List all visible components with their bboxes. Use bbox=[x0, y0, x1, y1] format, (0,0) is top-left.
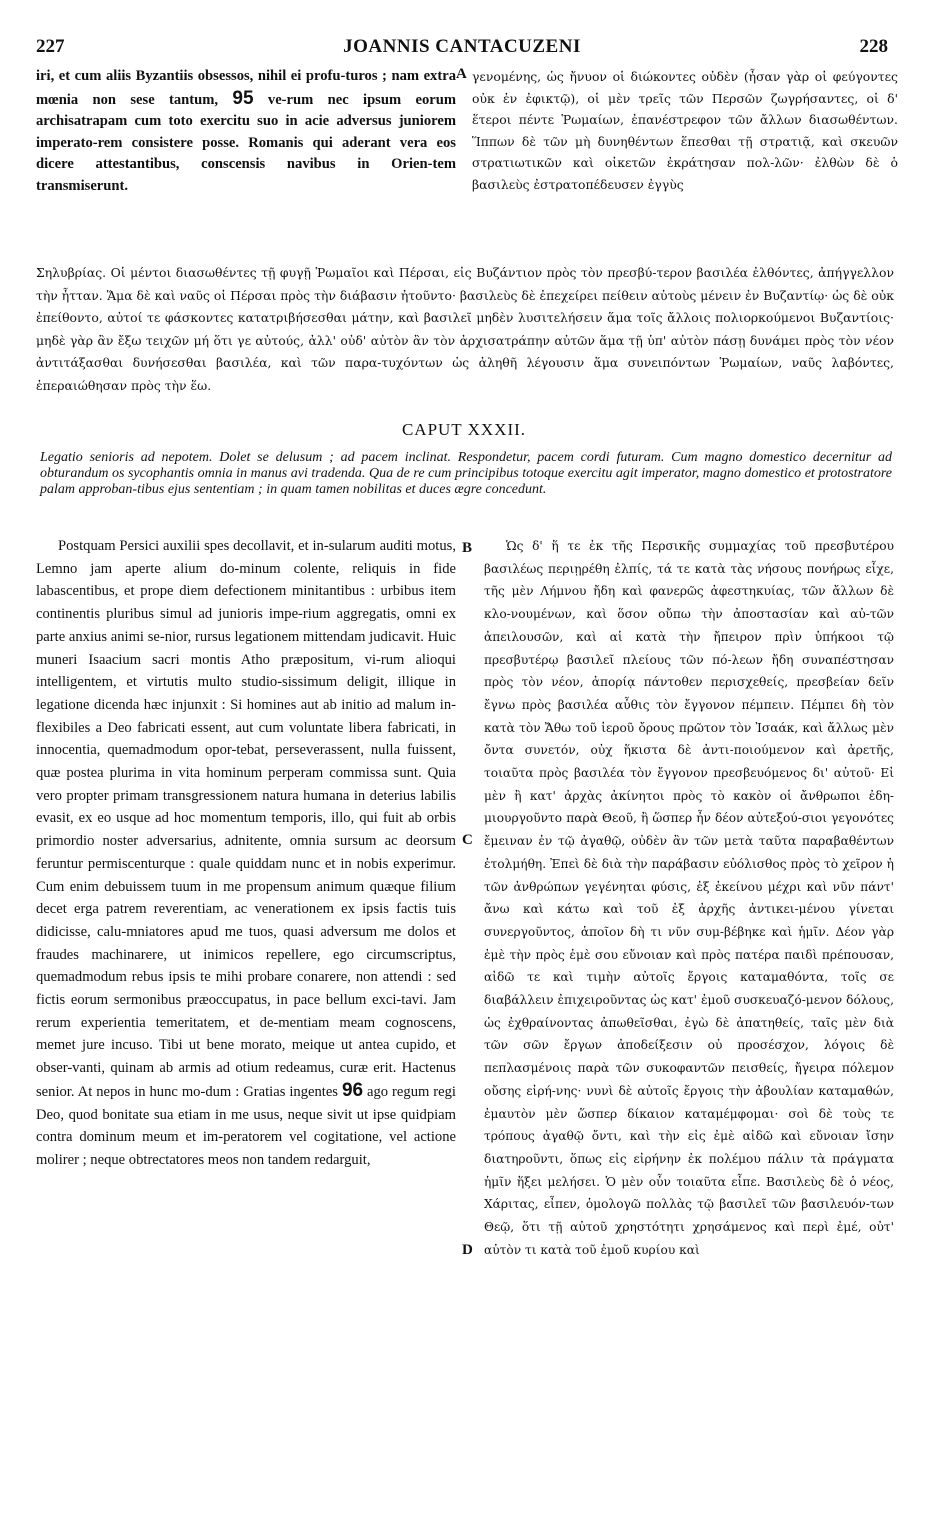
latin-top-text-a: iri, et cum aliis Byzantiis obsessos, nihil ei profu-turos ; nam extra mœnia non sese tantum, bbox=[36, 68, 456, 108]
greek-column bbox=[484, 535, 894, 1262]
latin-paragraph bbox=[36, 535, 456, 1172]
greek-top-paragraph: γενομένης, ὡς ἤνυον οἱ διώκοντες οὐδὲν (ἦσαν γὰρ οἱ φεύγοντες οὐκ ἐν ἐφικτῷ), οἱ μὲν τρεῖς τῶν Περσῶν ζωγρήσαντες, οἱ δ' ἕτεροι πέντε Ῥωμαίων, ἐπανέστρεφον τῶν ἄλλων διασωθέντων. Ἵππων δὲ τῶν μὴ δυνηθέντων ἕπεσθαι τῇ στρατιᾷ, καὶ σκευῶν στρατιωτικῶν καὶ οἰκετῶν ἐκράτησαν πολ-λῶν· ἐλθὼν δὲ ὁ βασιλεὺς ἐστρατοπέδευσεν ἐγγὺς bbox=[472, 69, 898, 192]
marker-d: D bbox=[462, 1242, 473, 1258]
marker-b: B bbox=[462, 540, 473, 556]
right-page-number: 228 bbox=[859, 36, 888, 57]
greek-full-width-paragraph: Σηλυβρίας. Οἱ μέντοι διασωθέντες τῇ φυγῇ Ῥωμαῖοι καὶ Πέρσαι, εἰς Βυζάντιον πρὸς τὸν πρεσβύ-τερον βασιλέα ἐλθόντες, ἀπήγγελλον τὴν ἧτταν. Ἅμα δὲ καὶ ναῦς οἱ Πέρσαι πρὸς τὴν διάβασιν ἠτοῦντο· βασιλεὺς δὲ ἐπεχείρει πείθειν αὐτοὺς μένειν ἐν Βυζαντίῳ· ὡς δὲ οὐκ ἐπείθοντο, αὐτοί τε φάσκοντες κατατριβήσεσθαι μάτην, καὶ βασιλεῖ μηδὲν λυσιτελήσειν ἅμα τοῖς ἄλλοις πολιορκούμενοι Βυζαντίοις· μηδὲ γὰρ ἂν ἔξω τειχῶν μή ὅτι γε αὐτούς, ἀλλ' οὐδ' αὐτὸν ἂν τὸν ἀρχισατράπην αὐτῶν ἅμα τῇ ὑπ' αὐτὸν πάσῃ δυνάμει πρὸς τὸν νέον ἀντιτάξασθαι δυνήσεσθαι βασιλέα, καὶ τῶν παρα-τυχόντων ὡς ἀληθῆ λέγουσιν ἅμα συνειπόντων Ῥωμαίων, ναῦς λαβόντες, ἐπεραιώθησαν πρὸς τὴν ἕω. bbox=[36, 265, 894, 393]
margin-number-95: 95 bbox=[232, 87, 254, 109]
running-header bbox=[36, 36, 888, 62]
latin-text-part2: ago regum regi Deo, quod bonitate sua etiam in me usus, neque sivit ut ipse quidpiam contra dominum meum et im-peratorem vel cogitatione, vel actione molirer ; neque obtrectatores meos non tandem redarguit, bbox=[36, 1083, 456, 1168]
latin-top-text-b: ve-rum nec ipsum eorum archisatrapam cum toto exercitu suo in acie adversus juniorem imperato-rem consistere posse. Romanis qui aderant vera eos dicere attestantibus, conscensis navibus in Orien-tem transmiserunt. bbox=[36, 91, 456, 194]
header-title: JOANNIS CANTACUZENI bbox=[343, 36, 581, 57]
chapter-heading: CAPUT XXXII. bbox=[401, 420, 527, 439]
chapter-summary: Legatio senioris ad nepotem. Dolet se delusum ; ad pacem inclinat. Respondetur, pacem cordi futuram. Cum magno domestico decernitur ad obturandum os sycophantis omnia in manus avi tradenda. Qua de re cum principibus totoque exercitu agit imperator, magno domestico et protostratore palam approban-tibus ejus sententiam ; in quam tamen nobilitas et duces ægre concedunt. bbox=[40, 450, 892, 497]
latin-top-paragraph bbox=[36, 66, 456, 198]
marker-a: A bbox=[456, 66, 467, 82]
marker-c: C bbox=[462, 832, 473, 848]
margin-number-96: 96 bbox=[341, 1079, 364, 1101]
latin-text-part1: Postquam Persici auxilii spes decollavit, et in-sularum auditi motus, Lemno jam aperte alium do-minum colente, reliquis in fide labascentibus, et prope diem defectionem minitantibus : urbibus item continentis pluribus simul ad junioris impe-rium aggregatis, omni ex parte anxius animi se-nior, rursus legationem mittendam judicavit. Huic muneri Isaacium sacri montis Atho præpositum, vi-rum alioqui intelligentem, et virtutis multo studio-sissimum deligit, illique in legatione dicenda hæc injunxit : Si homines aut ab initio ad malum in-flexibiles a Deo fabricati essent, aut cum voluntate libera fabricati, in innocentia, quemadmodum opor-tebat, perseverassent, nulla fuissent, quæ postea plurima in vita hominum perperam commissa sunt. Quia vero propter primam transgressionem natura humana in deterius labilis evasit, ex eo usque ad hoc momentum temporis, illo, qui fuit ab orbis primordio noster adversarius, adnitente, omnia sursum ac deorsum feruntur permiscenturque : quale quiddam nunc et in nobis experimur. Cum enim debuissem tuum in me propensum animum quæque filium decet erga patrem reverentiam, ac venerationem ex ipsis factis tuis didicisse, calu-mniatores apud me tuos, quasi adversum me dolos et fraudes machinarere, ut inimicos repellere, ego circumscriptus, quemadmodum rebus ipsis te mihi probare conarere, non attendi : sed fictis eorum sermonibus præoccupatus, in pace bellum exci-tavi. Jam rerum experientia temeritatem, et de-mentiam meam cognoscens, memet jure incuso. Tibi ut bene morato, meique ut antea cupido, et obser-vanti, quinam ab armis ad otium redeamus, curæ erit. Hactenus senior. At nepos in hunc mo-dum : Gratias ingentes bbox=[36, 538, 456, 1100]
latin-column bbox=[36, 535, 456, 1172]
greek-paragraph: Ὡς δ' ἥ τε ἐκ τῆς Περσικῆς συμμαχίας τοῦ πρεσβυτέρου βασιλέως περιῃρέθη ἐλπίς, τά τε κατὰ τὰς νήσους πονήρως εἶχε, τῆς μὲν Λήμνου ἤδη καὶ φανερῶς ἀφεστηκυίας, τῶν ἄλλων δὲ κλο-νουμένων, καὶ ὅσον οὔπω τὴν ἀποστασίαν καὶ αὐ-τῶν ἀπειλουσῶν, καὶ αἱ κατὰ τὴν ἤπειρον πρὶν ὑπήκοοι τῷ πρεσβυτέρῳ βασιλεῖ πλείους τῶν πό-λεων ἤδη συναπέστησαν πρὸς τὸν νέον, ἀπορίᾳ πάντοθεν περισχεθείς, πρεσβείαν δεῖν ἔγνω πρὸς βασιλέα αὖθις τὸν ἔγγονον πέμπειν. Πέμπει δὴ τὸν κατὰ τὸν Ἄθω τοῦ ἱεροῦ ὄρους πρῶτον τὸν Ἰσαάκ, καὶ ἄλλως μὲν ὄντα συνετόν, οὐχ ἥκιστα δὲ ἀντι-ποιούμενον καὶ ἀρετῆς, τοιαῦτα πρὸς βασιλέα τὸν ἔγγονον πρεσβευόμενος δι' αὐτοῦ· Εἰ μὲν ἢ κατ' ἀρχὰς ἀκίνητοι πρὸς τὸ κακὸν οἱ ἄνθρωποι ἐδη-μιουργοῦντο παρὰ Θεοῦ, ἢ ὥσπερ ἦν δέον αὐτεξού-σιοι γεγονότες ἔμειναν ἐν τῷ ἀγαθῷ, οὐδὲν ἂν τῶν μετὰ ταῦτα παραβαθέντων ἐτολμήθη. Ἐπεὶ δὲ διὰ τὴν παράβασιν εὐόλισθος πρὸς τὸ χεῖρον ἡ τῶν ἀνθρώπων γεγένηται φύσις, ἐξ ἐκείνου μέχρι καὶ νῦν πάντ' ἄνω καὶ κάτω καὶ τοῦ ἐξ ἀρχῆς ἀντικει-μένου γίνεται συνεργοῦντος, ἁποῖον δὴ τι νῦν συμ-βέβηκε καὶ ἡμῖν. Δέον γὰρ ἐμὲ τὴν πρὸς ἐμὲ σου εὔνοιαν καὶ πρὸς πατέρα παιδὶ πρέπουσαν, αἰδῶ τε καὶ τιμὴν αὐτοῖς ἔργοις καταμαθόντα, τοῖς σε διαβάλλειν ἐπιχειροῦντας ὡς κατ' ἐμοῦ συσκευαζό-μενον δόλους, ὡς ἐχθραίνοντας ἀπωθεῖσθαι, ἐγὼ δὲ ἀπατηθείς, ταῖς μὲν διὰ τῶν σῶν ἔργων ἀποδείξεσιν οὐ προσέσχον, λόγοις δὲ πεπλασμένοις παρὰ τῶν συκοφαντῶν πεισθείς, ἤγειρα πόλεμον οὔσης εἰρή-νης· νυνὶ δὲ αὐτοῖς ἔργοις τὴν ἀβουλίαν καταμαθών, ἐμαυτὸν μὲν ὥσπερ δίκαιον καταμέμφομαι· σοὶ δὲ τοὺς τε τρόπους ἀγαθῷ ὄντι, καὶ τὴν εἰς ἐμὲ αἰδῶ καὶ εὔνοιαν ἴσην διατηροῦντι, ὅπως εἰς εἰρήνην ἐκ πολέμου πάλιν τὰ πράγματα ἡμῖν ἥξει μελήσει. Ὁ μὲν οὖν τοιαῦτα εἶπε. Βασιλεὺς δὲ ὁ νέος, Χάριτας, εἶπεν, ὁμολογῶ πολλὰς τῷ βασιλεῖ τῶν βασιλευόν-των Θεῷ, ὅτι τῇ αὐτοῦ χρηστότητι χρησάμενος καὶ περὶ ἐμέ, οὐτ' αὐτὸν τι κατὰ τοῦ ἐμοῦ κυρίου καὶ bbox=[484, 539, 894, 1257]
left-page-number: 227 bbox=[36, 36, 65, 57]
